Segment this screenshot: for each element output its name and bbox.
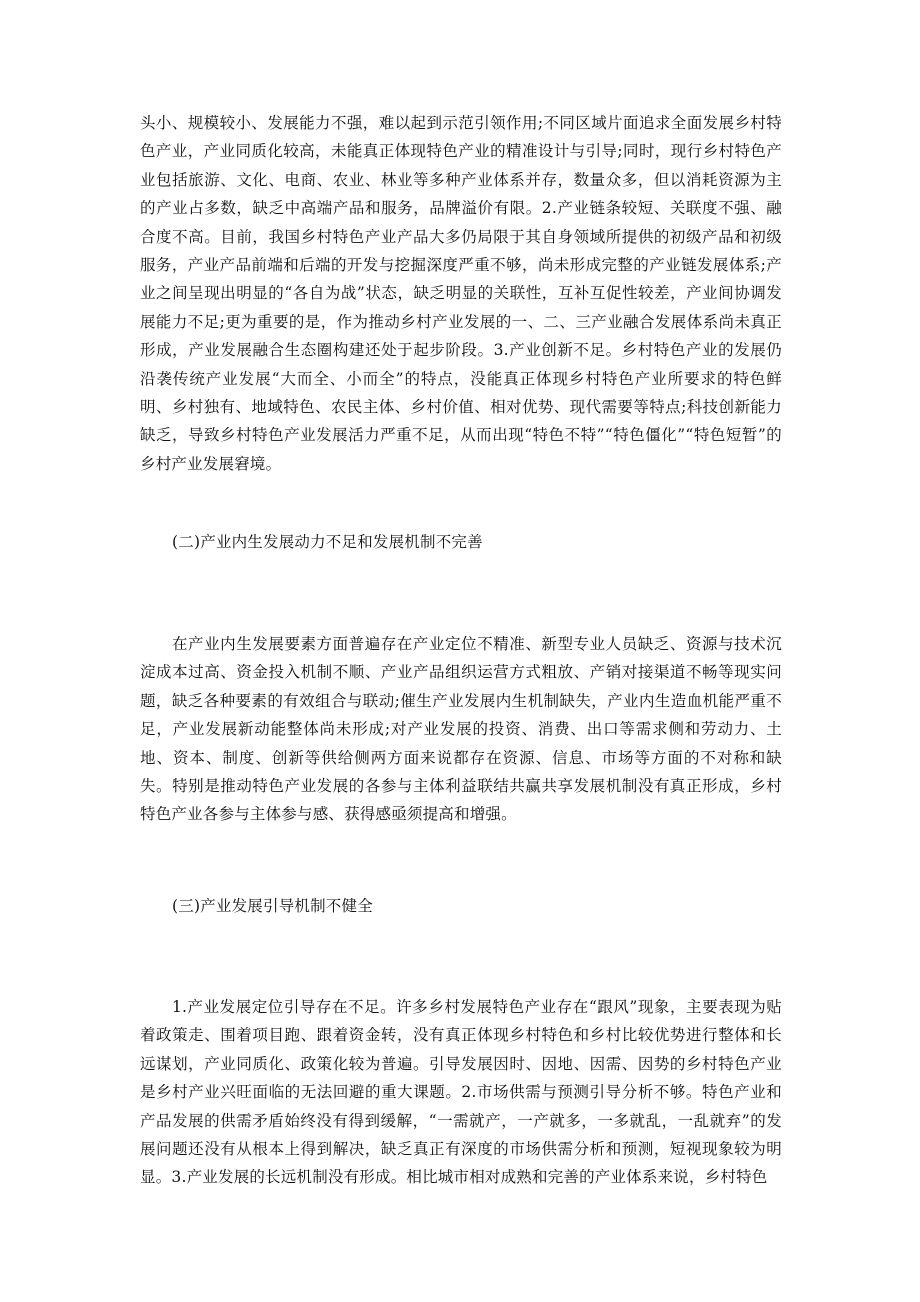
body-paragraph-1: 头小、规模较小、发展能力不强，难以起到示范引领作用;不同区域片面追求全面发展乡村特色产业，产业同质化较高，未能真正体现特色产业的精准设计与引导;同时，现行乡村特色产业包括旅游、文化、电商、农业、林业等多种产业体系并存，数量众多，但以消耗资源为主的产业占多数，缺乏中高端产品和服务，品牌溢价有限。2.产业链条较短、关联度不强、融合度不高。目前，我国乡村特色产业产品大多仍局限于其自身领域所提供的初级产品和初级服务，产业产品前端和后端的开发与挖掘深度严重不够，尚未形成完整的产业链发展体系;产业之间呈现出明显的“各自为战”状态，缺乏明显的关联性，互补互促性较差，产业间协调发展能力不足;更为重要的是，作为推动乡村产业发展的一、二、三产业融合发展体系尚未真正形成，产业发展融合生态圈构建还处于起步阶段。3.产业创新不足。乡村特色产业的发展仍沿袭传统产业发展“大而全、小而全”的特点，没能真正体现乡村特色产业所要求的特色鲜明、乡村独有、地域特色、农民主体、乡村价值、相对优势、现代需要等特点;科技创新能力缺乏，导致乡村特色产业发展活力严重不足，从而出现“特色不特”“特色僵化”“特色短暂”的乡村产业发展窘境。	[140, 114, 782, 473]
body-paragraph-2: 在产业内生发展要素方面普遍存在产业定位不精准、新型专业人员缺乏、资源与技术沉淀成本过高、资金投入机制不顺、产业产品组织运营方式粗放、产销对接渠道不畅等现实问题，缺乏各种要素的有效组合与联动;催生产业发展内生机制缺失，产业内生造血机能严重不足，产业发展新动能整体尚未形成;对产业发展的投资、消费、出口等需求侧和劳动力、土地、资本、制度、创新等供给侧两方面来说都存在资源、信息、市场等方面的不对称和缺失。特别是推动特色产业发展的各参与主体利益联结共赢共享发展机制没有真正形成，乡村特色产业各参与主体参与感、获得感亟须提高和增强。	[140, 635, 782, 824]
section-heading-3: (三)产业发展引导机制不健全	[172, 897, 373, 915]
section-heading-2: (二)产业内生发展动力不足和发展机制不完善	[172, 533, 483, 551]
body-paragraph-3: 1.产业发展定位引导存在不足。许多乡村发展特色产业存在“跟风”现象，主要表现为贴着政策走、围着项目跑、跟着资金转，没有真正体现乡村特色和乡村比较优势进行整体和长远谋划，产业同质化、政策化较为普遍。引导发展因时、因地、因需、因势的乡村特色产业是乡村产业兴旺面临的无法回避的重大课题。2.市场供需与预测引导分析不够。特色产业和产品发展的供需矛盾始终没有得到缓解，“一需就产，一产就多，一多就乱，一乱就弃”的发展问题还没有从根本上得到解决，缺乏真正有深度的市场供需分析和预测，短视现象较为明显。3.产业发展的长远机制没有形成。相比城市相对成熟和完善的产业体系来说，乡村特色	[140, 998, 782, 1187]
